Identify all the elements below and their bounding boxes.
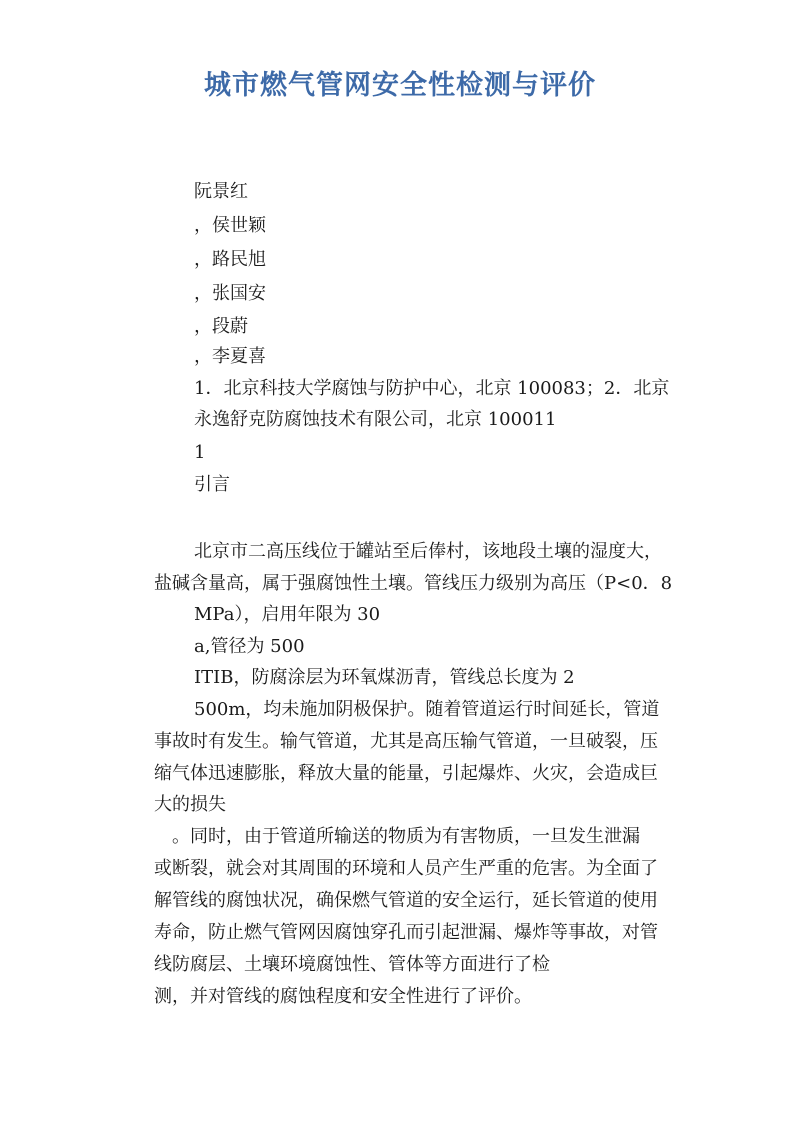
body-line-15: 测，并对管线的腐蚀程度和安全性进行了评价。 [154,986,532,1007]
body-line-4: a,管径为 500 [194,636,305,657]
body-line-7: 事故时有发生。输气管道，尤其是高压输气管道，一旦破裂，压 [154,731,658,752]
section-number: 1 [194,442,206,463]
body-line-3: MPa），启用年限为 30 [194,604,381,625]
body-line-9: 大的损失 [154,794,226,815]
author-4: ，张国安 [194,283,266,304]
document-title: 城市燃气管网安全性检测与评价 [204,70,596,101]
author-6: ，李夏喜 [194,346,266,367]
body-line-2: 盐碱含量高，属于强腐蚀性土壤。管线压力级别为高压（P<0．8 [154,573,673,594]
author-1: 阮景红 [194,181,248,202]
body-line-8: 缩气体迅速膨胀，释放大量的能量，引起爆炸、火灾，会造成巨 [154,763,658,784]
affiliation-line-1: 1．北京科技大学腐蚀与防护中心，北京 100083；2．北京 [194,378,670,399]
body-line-11: 或断裂，就会对其周围的环境和人员产生严重的危害。为全面了 [154,858,658,879]
body-line-10: 。同时，由于管道所输送的物质为有害物质，一旦发生泄漏 [172,826,640,847]
author-5: ，段蔚 [194,316,248,337]
body-line-6: 500m，均未施加阴极保护。随着管道运行时间延长，管道 [194,699,660,720]
body-line-1: 北京市二高压线位于罐站至后俸村，该地段土壤的湿度大， [194,541,662,562]
author-2: ，侯世颖 [194,215,266,236]
affiliation-line-2: 永逸舒克防腐蚀技术有限公司，北京 100011 [194,409,557,430]
body-line-13: 寿命，防止燃气管网因腐蚀穿孔而引起泄漏、爆炸等事故，对管 [154,922,658,943]
section-title: 引言 [194,474,230,495]
author-3: ，路民旭 [194,249,266,270]
body-line-12: 解管线的腐蚀状况，确保燃气管道的安全运行，延长管道的使用 [154,890,658,911]
body-line-5: ITIB，防腐涂层为环氧煤沥青，管线总长度为 2 [194,667,575,688]
body-line-14: 线防腐层、土壤环境腐蚀性、管体等方面进行了检 [154,954,550,975]
